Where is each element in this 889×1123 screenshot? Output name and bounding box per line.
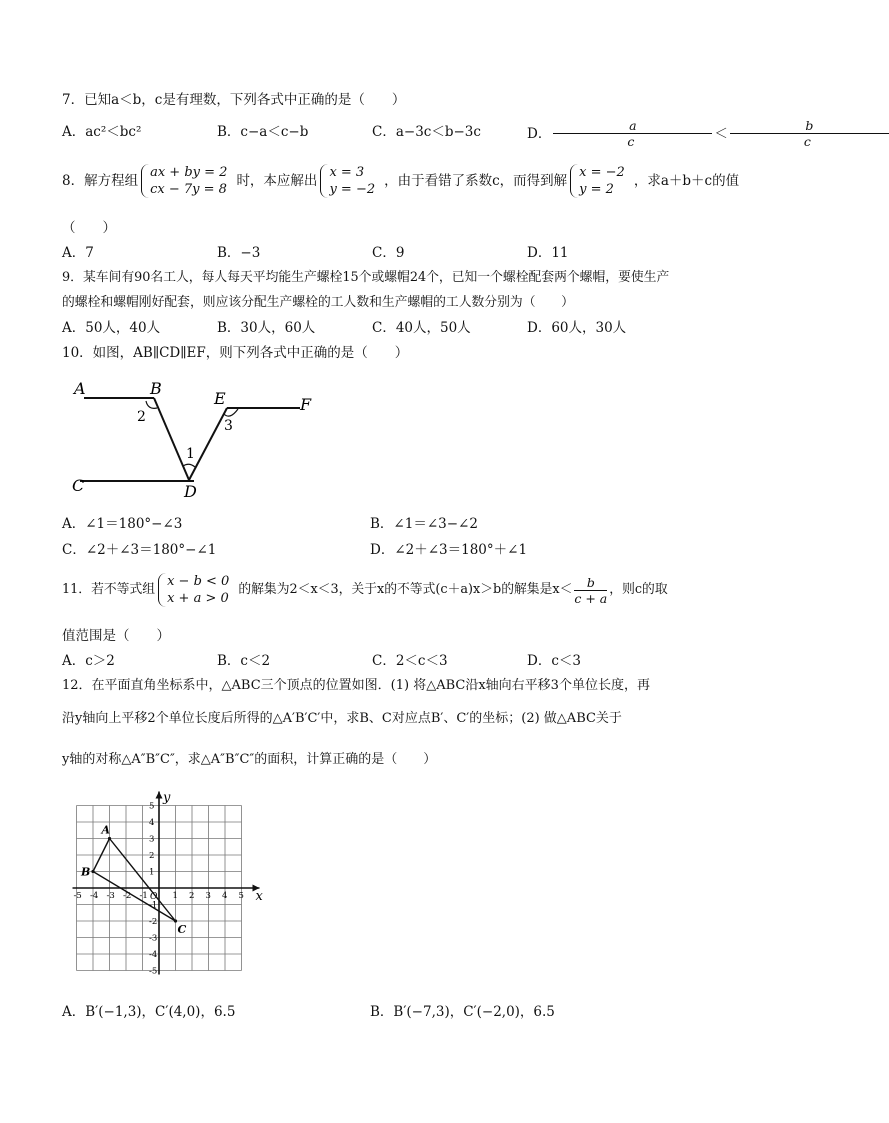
- q10-parallel-lines-figure: [62, 370, 362, 502]
- q9-option-b[interactable]: B．30人，60人: [217, 320, 316, 336]
- x-tick-label: -3: [106, 891, 115, 901]
- q8-option-b[interactable]: B．−3: [217, 245, 261, 261]
- x-tick-label: 1: [172, 891, 178, 901]
- x-tick-label: 2: [189, 891, 195, 901]
- q12-line1: 12．在平面直角坐标系中，△ABC三个顶点的位置如图．(1) 将△ABC沿x轴向右平移3个单位长度，再: [62, 678, 650, 693]
- q7-frac-b: $\frac{b}{c}$: [730, 118, 889, 149]
- q7-options: [62, 118, 814, 149]
- y-tick-label: 5: [149, 801, 155, 812]
- x-tick-label: 3: [205, 891, 211, 901]
- vertex-label-c: C: [177, 923, 187, 936]
- q12-line2: 沿y轴向上平移2个单位长度后所得的△A′B′C′中，求B、C对应点B′、C′的坐标；(2) 做△ABC关于: [62, 711, 622, 726]
- label-e: E: [214, 389, 226, 408]
- q9-option-d[interactable]: D．60人，30人: [527, 320, 627, 336]
- q8-equation-system: ax + by = 2 cx − 7y = 8: [141, 164, 233, 198]
- q10-option-a[interactable]: A．∠1＝180°−∠3: [62, 516, 183, 532]
- label-angle-1: 1: [186, 446, 195, 462]
- q11-inequality-system: x − b < 0 x + a > 0: [158, 573, 235, 607]
- x-axis-label: x: [255, 889, 263, 904]
- y-tick-label: -1: [149, 900, 158, 911]
- q7-option-d[interactable]: D． $\frac{a}{c}$ ＜ $\frac{b}{c}$: [527, 118, 682, 149]
- q7-option-a[interactable]: A．ac²＜bc²: [62, 124, 142, 140]
- vertex-point-a: [108, 837, 111, 840]
- segment-de: [189, 408, 227, 480]
- label-angle-2: 2: [137, 409, 146, 425]
- q8-wrong-solution: x = −2 y = 2: [570, 164, 631, 198]
- x-tick-label: -1: [139, 891, 148, 901]
- label-c: C: [72, 476, 85, 495]
- q8-options: [62, 243, 742, 263]
- q10-option-d[interactable]: D．∠2＋∠3＝180°＋∠1: [370, 542, 528, 558]
- y-tick-label: -4: [149, 950, 158, 960]
- triangle-abc: [93, 839, 176, 922]
- q8-answer-paren: （ ）: [62, 220, 116, 236]
- q11-options: [62, 651, 742, 671]
- q7-frac-a: $\frac{a}{c}$: [553, 118, 712, 149]
- label-d: D: [184, 482, 197, 501]
- q12-line3: y轴的对称△A″B″C″，求△A″B″C″的面积，计算正确的是（ ）: [62, 752, 437, 767]
- label-f: F: [300, 395, 312, 414]
- vertex-label-a: A: [101, 823, 111, 837]
- q10-stem: 10．如图，AB∥CD∥EF，则下列各式中正确的是（ ）: [62, 345, 409, 361]
- y-tick-label: 2: [149, 851, 155, 861]
- y-tick-label: 3: [149, 834, 155, 845]
- q11-option-c[interactable]: C．2＜c＜3: [372, 653, 448, 669]
- label-a: A: [74, 379, 86, 398]
- q9-options: [62, 318, 742, 338]
- y-tick-label: -2: [149, 917, 158, 927]
- q10-option-b[interactable]: B．∠1＝∠3−∠2: [370, 516, 478, 532]
- q7-option-b[interactable]: B．c−a＜c−b: [217, 124, 309, 140]
- q9-option-c[interactable]: C．40人，50人: [372, 320, 471, 336]
- q11-stem: 11．若不等式组 x − b < 0 x + a > 0 的解集为2＜x＜3，关于x的不等式(c＋a)x＞b的解集是x＜ $\frac{b}{c + a}$ ，则c的取: [62, 574, 668, 606]
- y-tick-label: 1: [149, 867, 155, 878]
- label-angle-3: 3: [224, 418, 233, 434]
- q11-fraction: $\frac{b}{c + a}$: [574, 574, 608, 606]
- vertex-point-b: [91, 870, 94, 873]
- q11-option-a[interactable]: A．c＞2: [62, 653, 115, 669]
- origin-label: O: [150, 892, 158, 902]
- x-tick-label: 4: [222, 891, 228, 901]
- segment-bd: [154, 398, 189, 480]
- y-tick-label: -3: [149, 933, 158, 944]
- y-axis-label: y: [163, 790, 171, 806]
- vertex-label-b: B: [81, 865, 91, 879]
- label-b: B: [150, 379, 162, 398]
- y-tick-label: 4: [149, 818, 155, 828]
- q9-line2: 的螺栓和螺帽刚好配套，则应该分配生产螺栓的工人数和生产螺帽的工人数分别为（ ）: [62, 295, 574, 310]
- x-tick-label: -4: [90, 891, 99, 901]
- q11-option-b[interactable]: B．c＜2: [217, 653, 271, 669]
- q7-stem: 7．已知a＜b，c是有理数，下列各式中正确的是（ ）: [62, 92, 406, 108]
- q12-options: [62, 1002, 742, 1022]
- q10-options: [62, 514, 742, 560]
- q8-option-d[interactable]: D．11: [527, 245, 569, 261]
- q9-line1: 9．某车间有90名工人，每人每天平均能生产螺栓15个或螺帽24个，已知一个螺栓配套两个螺帽，要使生产: [62, 270, 670, 285]
- x-tick-label: -2: [123, 891, 132, 901]
- q10-option-c[interactable]: C．∠2＋∠3＝180°−∠1: [62, 542, 217, 558]
- x-tick-label: 5: [238, 891, 244, 901]
- q8-option-a[interactable]: A．7: [62, 245, 94, 261]
- q7-option-c[interactable]: C．a−3c＜b−3c: [372, 124, 481, 140]
- y-tick-label: -5: [149, 966, 158, 977]
- q9-option-a[interactable]: A．50人，40人: [62, 320, 161, 336]
- x-tick-label: -5: [73, 891, 82, 901]
- q11-line2: 值范围是（ ）: [62, 628, 170, 644]
- q12-coordinate-graph: [62, 792, 272, 992]
- q8-stem: 8．解方程组 ax + by = 2 cx − 7y = 8 时，本应解出 x = 3 y = −2 ，由于看错了系数c，而得到解 x = −2 y = 2 ，求a＋b＋c的值: [62, 165, 740, 197]
- q11-option-d[interactable]: D．c＜3: [527, 653, 581, 669]
- q12-option-a[interactable]: A．B′(−1,3)，C′(4,0)，6.5: [62, 1004, 236, 1020]
- y-axis-arrow: [156, 792, 163, 799]
- angle-1-arc: [183, 464, 195, 467]
- q8-option-c[interactable]: C．9: [372, 245, 405, 261]
- q8-correct-solution: x = 3 y = −2: [320, 164, 381, 198]
- q12-option-b[interactable]: B．B′(−7,3)，C′(−2,0)，6.5: [370, 1004, 555, 1020]
